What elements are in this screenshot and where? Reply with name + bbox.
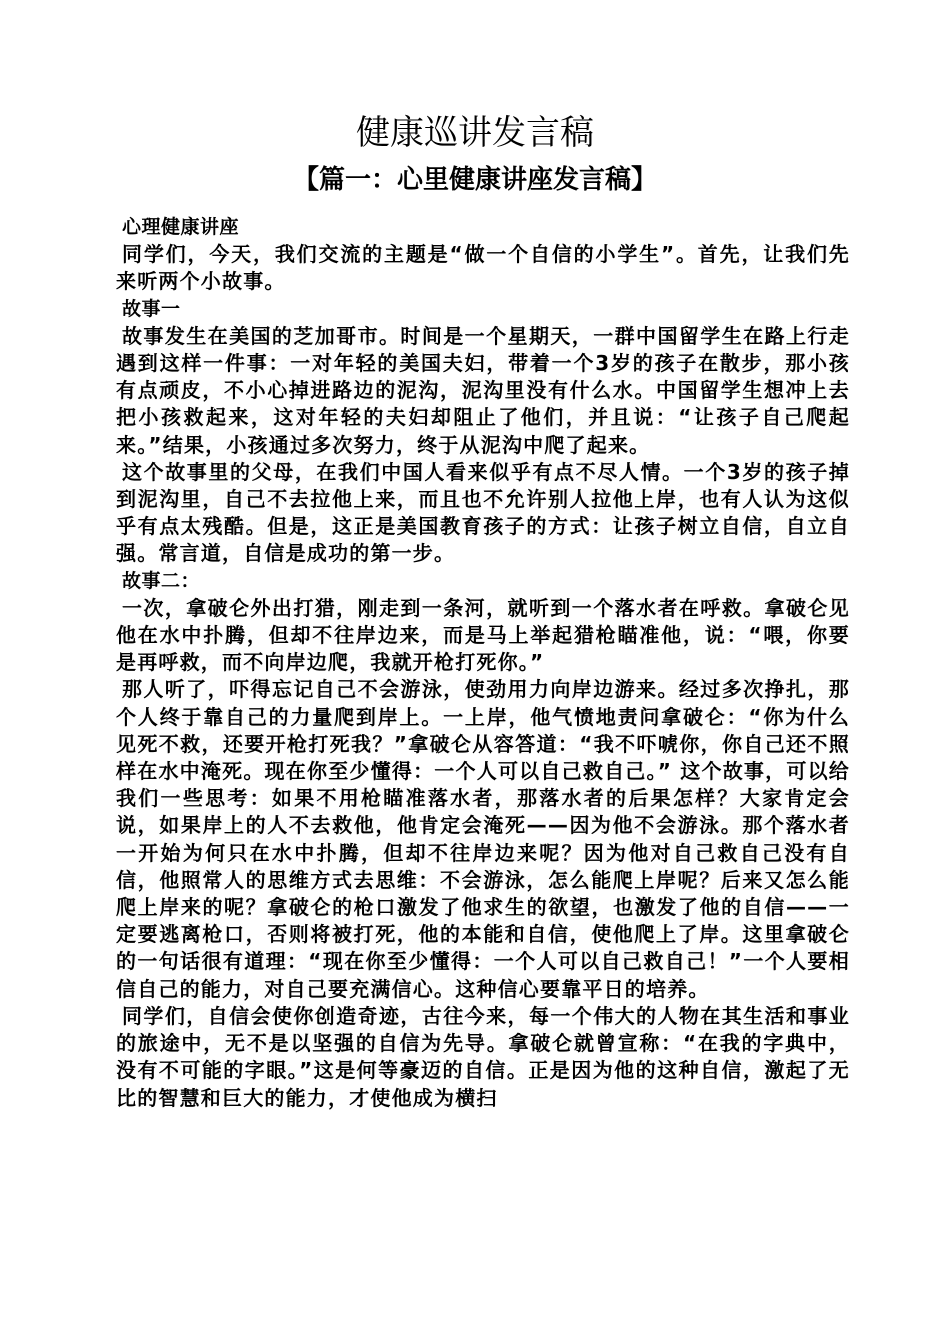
section-heading: 故事二： bbox=[122, 569, 201, 592]
paragraph: 同学们，自信会使你创造奇迹，古往今来，每一个伟大的人物在其生活和事业的旅途中，无不是以坚强的自信为先导。拿破仑就曾宣称：“在我的字典中，没有不可能的字眼。”这是何等豪迈的自信。正是因为他的这种自信，激起了无比的智慧和巨大的能力，才使他成为横扫 bbox=[116, 1003, 850, 1110]
paragraph: 同学们，今天，我们交流的主题是“做一个自信的小学生”。首先，让我们先来听两个小故事。 bbox=[116, 242, 850, 294]
paragraph: 这个故事里的父母，在我们中国人看来似乎有点不尽人情。一个3岁的孩子掉到泥沟里，自己不去拉他上来，而且也不允许别人拉他上岸，也有人认为这似乎有点太残酷。但是，这正是美国教育孩子的方式：让孩子树立自信，自立自强。常言道，自信是成功的第一步。 bbox=[116, 459, 850, 566]
document-body bbox=[116, 214, 850, 1112]
document-title: 健康巡讲发言稿 bbox=[356, 113, 594, 153]
paragraph: 那人听了，吓得忘记自己不会游泳，使劲用力向岸边游来。经过多次挣扎，那个人终于靠自己的力量爬到岸上。一上岸，他气愤地责问拿破仑：“你为什么见死不救，还要开枪打死我？”拿破仑从容答道：“我不吓唬你，你自己还不照样在水中淹死。现在你至少懂得：一个人可以自己救自己。” 这个故事，可以给我们一些思考：如果不用枪瞄准落水者，那落水者的后果怎样？大家肯定会说，如果岸上的人不去救他，他肯定会淹死——因为他不会游泳。那个落水者一开始为何只在水中扑腾，但却不往岸边来呢？因为他对自己救自己没有自信，他照常人的思维方式去思维：不会游泳，怎么能爬上岸呢？后来又怎么能爬上岸来的呢？拿破仑的枪口激发了他求生的欲望，也激发了他的自信——一定要逃离枪口，否则将被打死，他的本能和自信，使他爬上了岸。这里拿破仑的一句话很有道理：“现在你至少懂得：一个人可以自己救自己！”一个人要相信自己的能力，对自己要充满信心。这种信心要靠平日的培养。 bbox=[116, 677, 850, 1001]
section-heading: 故事一 bbox=[122, 297, 181, 320]
section-heading: 心理健康讲座 bbox=[122, 216, 240, 238]
paragraph: 一次，拿破仑外出打猎，刚走到一条河，就听到一个落水者在呼救。拿破仑见他在水中扑腾，但却不往岸边来，而是马上举起猎枪瞄准他，说：“喂，你要是再呼救，而不向岸边爬，我就开枪打死你。” bbox=[116, 595, 850, 675]
paragraph: 故事发生在美国的芝加哥市。时间是一个星期天，一群中国留学生在路上行走遇到这样一件事：一对年轻的美国夫妇，带着一个3岁的孩子在散步，那小孩有点顽皮，不小心掉进路边的泥沟，泥沟里没有什么水。中国留学生想冲上去把小孩救起来，这对年轻的夫妇却阻止了他们，并且说：“让孩子自己爬起来。”结果，小孩通过多次努力，终于从泥沟中爬了起来。 bbox=[116, 323, 850, 457]
document-subtitle: 【篇一：心里健康讲座发言稿】 bbox=[292, 165, 657, 195]
